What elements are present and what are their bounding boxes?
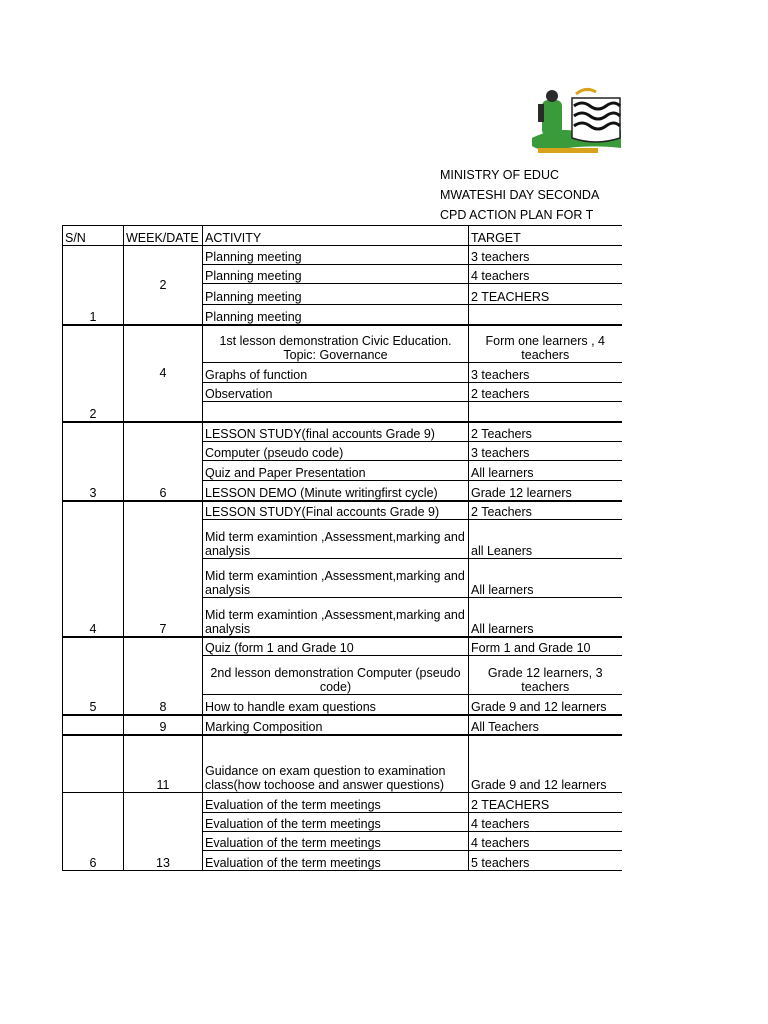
target-cell: 2 Teachers bbox=[469, 501, 622, 520]
table-row bbox=[63, 735, 622, 793]
sn-cell: 2 bbox=[63, 325, 124, 422]
target-cell: Grade 9 and 12 learners bbox=[469, 735, 622, 793]
column-header-activity: ACTIVITY bbox=[203, 226, 469, 246]
activity-cell: Computer (pseudo code) bbox=[203, 442, 469, 461]
activity-cell: Mid term examintion ,Assessment,marking and analysis bbox=[203, 520, 469, 559]
target-cell: 4 teachers bbox=[469, 265, 622, 284]
table-row bbox=[63, 325, 622, 363]
coat-of-arms-logo bbox=[526, 86, 621, 156]
activity-cell: Planning meeting bbox=[203, 305, 469, 325]
activity-cell: Graphs of function bbox=[203, 363, 469, 383]
activity-cell: LESSON STUDY(Final accounts Grade 9) bbox=[203, 501, 469, 520]
sn-cell bbox=[63, 735, 124, 793]
activity-cell: Evaluation of the term meetings bbox=[203, 851, 469, 871]
activity-cell: Mid term examintion ,Assessment,marking and analysis bbox=[203, 559, 469, 598]
activity-cell: 2nd lesson demonstration Computer (pseudo code) bbox=[203, 656, 469, 695]
sn-cell bbox=[63, 715, 124, 735]
target-cell: 3 teachers bbox=[469, 442, 622, 461]
school-heading: MWATESHI DAY SECONDA bbox=[440, 188, 600, 202]
target-cell: 4 teachers bbox=[469, 832, 622, 851]
target-cell: 3 teachers bbox=[469, 363, 622, 383]
target-cell: 2 Teachers bbox=[469, 422, 622, 442]
sn-cell: 1 bbox=[63, 246, 124, 325]
target-cell: 3 teachers bbox=[469, 246, 622, 265]
activity-cell: Planning meeting bbox=[203, 265, 469, 284]
week-cell: 13 bbox=[124, 793, 203, 871]
sn-cell: 3 bbox=[63, 422, 124, 501]
sn-cell: 4 bbox=[63, 501, 124, 637]
target-cell: 5 teachers bbox=[469, 851, 622, 871]
activity-cell: Evaluation of the term meetings bbox=[203, 832, 469, 851]
target-cell: Grade 12 learners bbox=[469, 481, 622, 501]
target-cell: Form one learners , 4 teachers bbox=[469, 325, 622, 363]
week-cell: 4 bbox=[124, 325, 203, 422]
target-cell: all Leaners bbox=[469, 520, 622, 559]
week-cell: 11 bbox=[124, 735, 203, 793]
table-row bbox=[63, 501, 622, 520]
activity-cell: Marking Composition bbox=[203, 715, 469, 735]
column-header-week: WEEK/DATE bbox=[124, 226, 203, 246]
target-cell: Form 1 and Grade 10 bbox=[469, 637, 622, 656]
activity-cell: Mid term examintion ,Assessment,marking and analysis bbox=[203, 598, 469, 637]
column-header-target: TARGET bbox=[469, 226, 622, 246]
week-cell: 2 bbox=[124, 246, 203, 325]
activity-cell: How to handle exam questions bbox=[203, 695, 469, 715]
sn-cell: 5 bbox=[63, 637, 124, 715]
table-row bbox=[63, 637, 622, 656]
target-cell: 2 TEACHERS bbox=[469, 793, 622, 813]
target-cell: All learners bbox=[469, 461, 622, 481]
table-row bbox=[63, 246, 622, 265]
activity-cell: Planning meeting bbox=[203, 246, 469, 265]
target-cell: Grade 12 learners, 3 teachers bbox=[469, 656, 622, 695]
activity-cell: Planning meeting bbox=[203, 284, 469, 305]
target-cell: Grade 9 and 12 learners bbox=[469, 695, 622, 715]
week-cell: 8 bbox=[124, 637, 203, 715]
activity-cell bbox=[203, 402, 469, 422]
plan-heading: CPD ACTION PLAN FOR T bbox=[440, 208, 594, 222]
week-cell: 6 bbox=[124, 422, 203, 501]
cpd-action-plan-table bbox=[62, 225, 622, 871]
target-cell: All learners bbox=[469, 559, 622, 598]
ministry-heading: MINISTRY OF EDUC bbox=[440, 168, 559, 182]
table-row bbox=[63, 715, 622, 735]
target-cell: 2 teachers bbox=[469, 383, 622, 402]
activity-cell: Evaluation of the term meetings bbox=[203, 793, 469, 813]
target-cell: 2 TEACHERS bbox=[469, 284, 622, 305]
target-cell: 4 teachers bbox=[469, 813, 622, 832]
target-cell: All Teachers bbox=[469, 715, 622, 735]
activity-cell: LESSON DEMO (Minute writingfirst cycle) bbox=[203, 481, 469, 501]
week-cell: 9 bbox=[124, 715, 203, 735]
activity-cell: Observation bbox=[203, 383, 469, 402]
activity-cell: 1st lesson demonstration Civic Education. Topic: Governance bbox=[203, 325, 469, 363]
table-header-row bbox=[63, 226, 622, 246]
target-cell: All learners bbox=[469, 598, 622, 637]
target-cell bbox=[469, 402, 622, 422]
table-row bbox=[63, 422, 622, 442]
sn-cell: 6 bbox=[63, 793, 124, 871]
activity-cell: Quiz (form 1 and Grade 10 bbox=[203, 637, 469, 656]
activity-cell: Evaluation of the term meetings bbox=[203, 813, 469, 832]
activity-cell: Quiz and Paper Presentation bbox=[203, 461, 469, 481]
week-cell: 7 bbox=[124, 501, 203, 637]
target-cell bbox=[469, 305, 622, 325]
column-header-sn: S/N bbox=[63, 226, 124, 246]
table-row bbox=[63, 793, 622, 813]
activity-cell: LESSON STUDY(final accounts Grade 9) bbox=[203, 422, 469, 442]
activity-cell: Guidance on exam question to examination class(how tochoose and answer questions) bbox=[203, 735, 469, 793]
